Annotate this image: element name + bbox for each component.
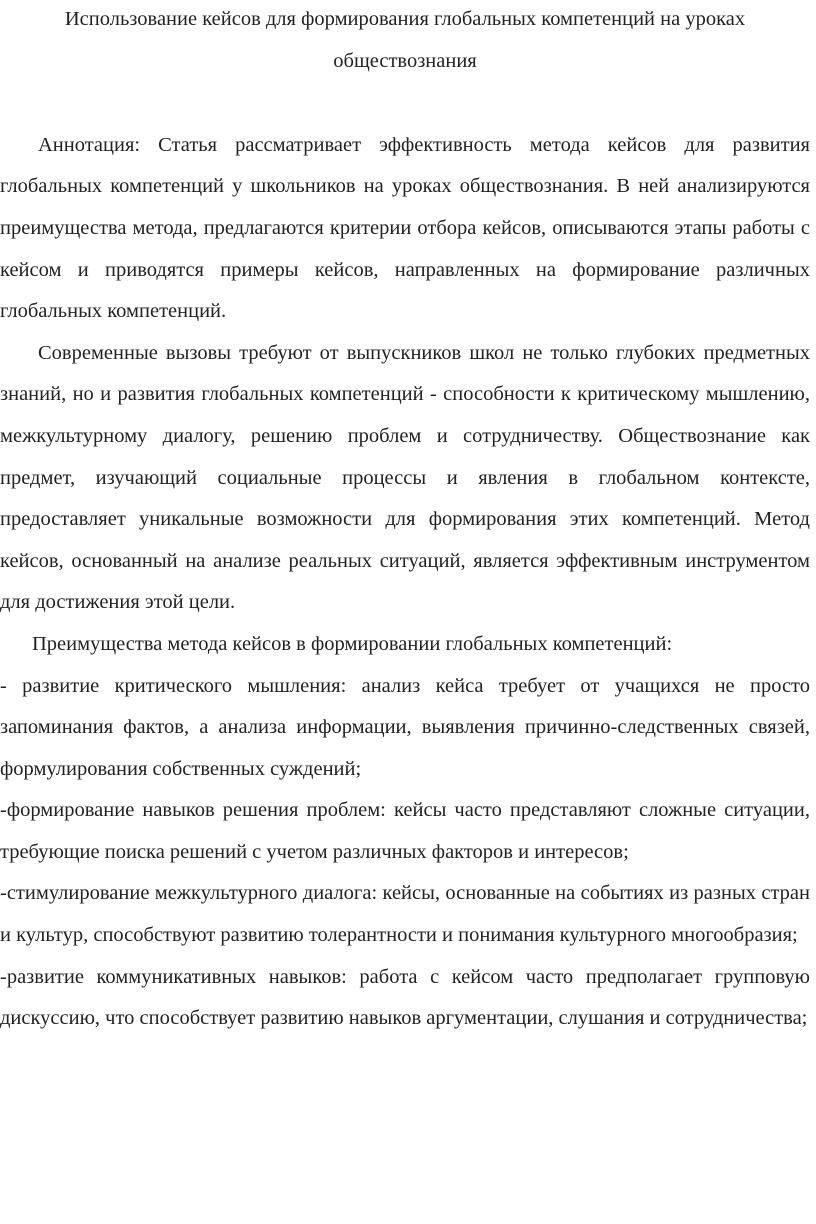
advantage-item-problem-solving: -формирование навыков решения проблем: кейсы часто представляют сложные ситуации, требующие поиска решений с учетом различных факторов и интересов; (0, 799, 810, 863)
advantages-heading: Преимущества метода кейсов в формировании глобальных компетенций: (32, 632, 673, 655)
advantage-item-communication-skills: -развитие коммуникативных навыков: работа с кейсом часто предполагает групповую дискуссию, что способствует развитию навыков аргументации, слушания и сотрудничества; (0, 965, 810, 1030)
document-title: Использование кейсов для формирования глобальных компетенций на уроках обществознания (64, 8, 746, 72)
advantage-item-intercultural-dialogue: -стимулирование межкультурного диалога: кейсы, основанные на событиях из разных стран и культур, способствуют развитию толерантности и понимания культурного многообразия; (0, 882, 810, 947)
advantage-item-critical-thinking: - развитие критического мышления: анализ кейса требует от учащихся не просто запоминания фактов, а анализа информации, выявления причинно-следственных связей, формулирования собственных суждений; (0, 674, 810, 780)
intro-paragraph: Современные вызовы требуют от выпускников школ не только глубоких предметных знаний, но и развития глобальных компетенций - способности к критическому мышлению, межкультурному диалогу, решению проблем и сотрудничеству. Обществознание как предмет, изучающий социальные процессы и явления в глобальном контексте, предоставляет уникальные возможности для формирования этих компетенций. Метод кейсов, основанный на анализе реальных ситуаций, является эффективным инструментом для достижения этой цели. (0, 341, 810, 614)
abstract-paragraph: Аннотация: Статья рассматривает эффективность метода кейсов для развития глобальных компетенций у школьников на уроках обществознания. В ней анализируются преимущества метода, предлагаются критерии отбора кейсов, описываются этапы работы с кейсом и приводятся примеры кейсов, направленных на формирование различных глобальных компетенций. (0, 133, 810, 323)
